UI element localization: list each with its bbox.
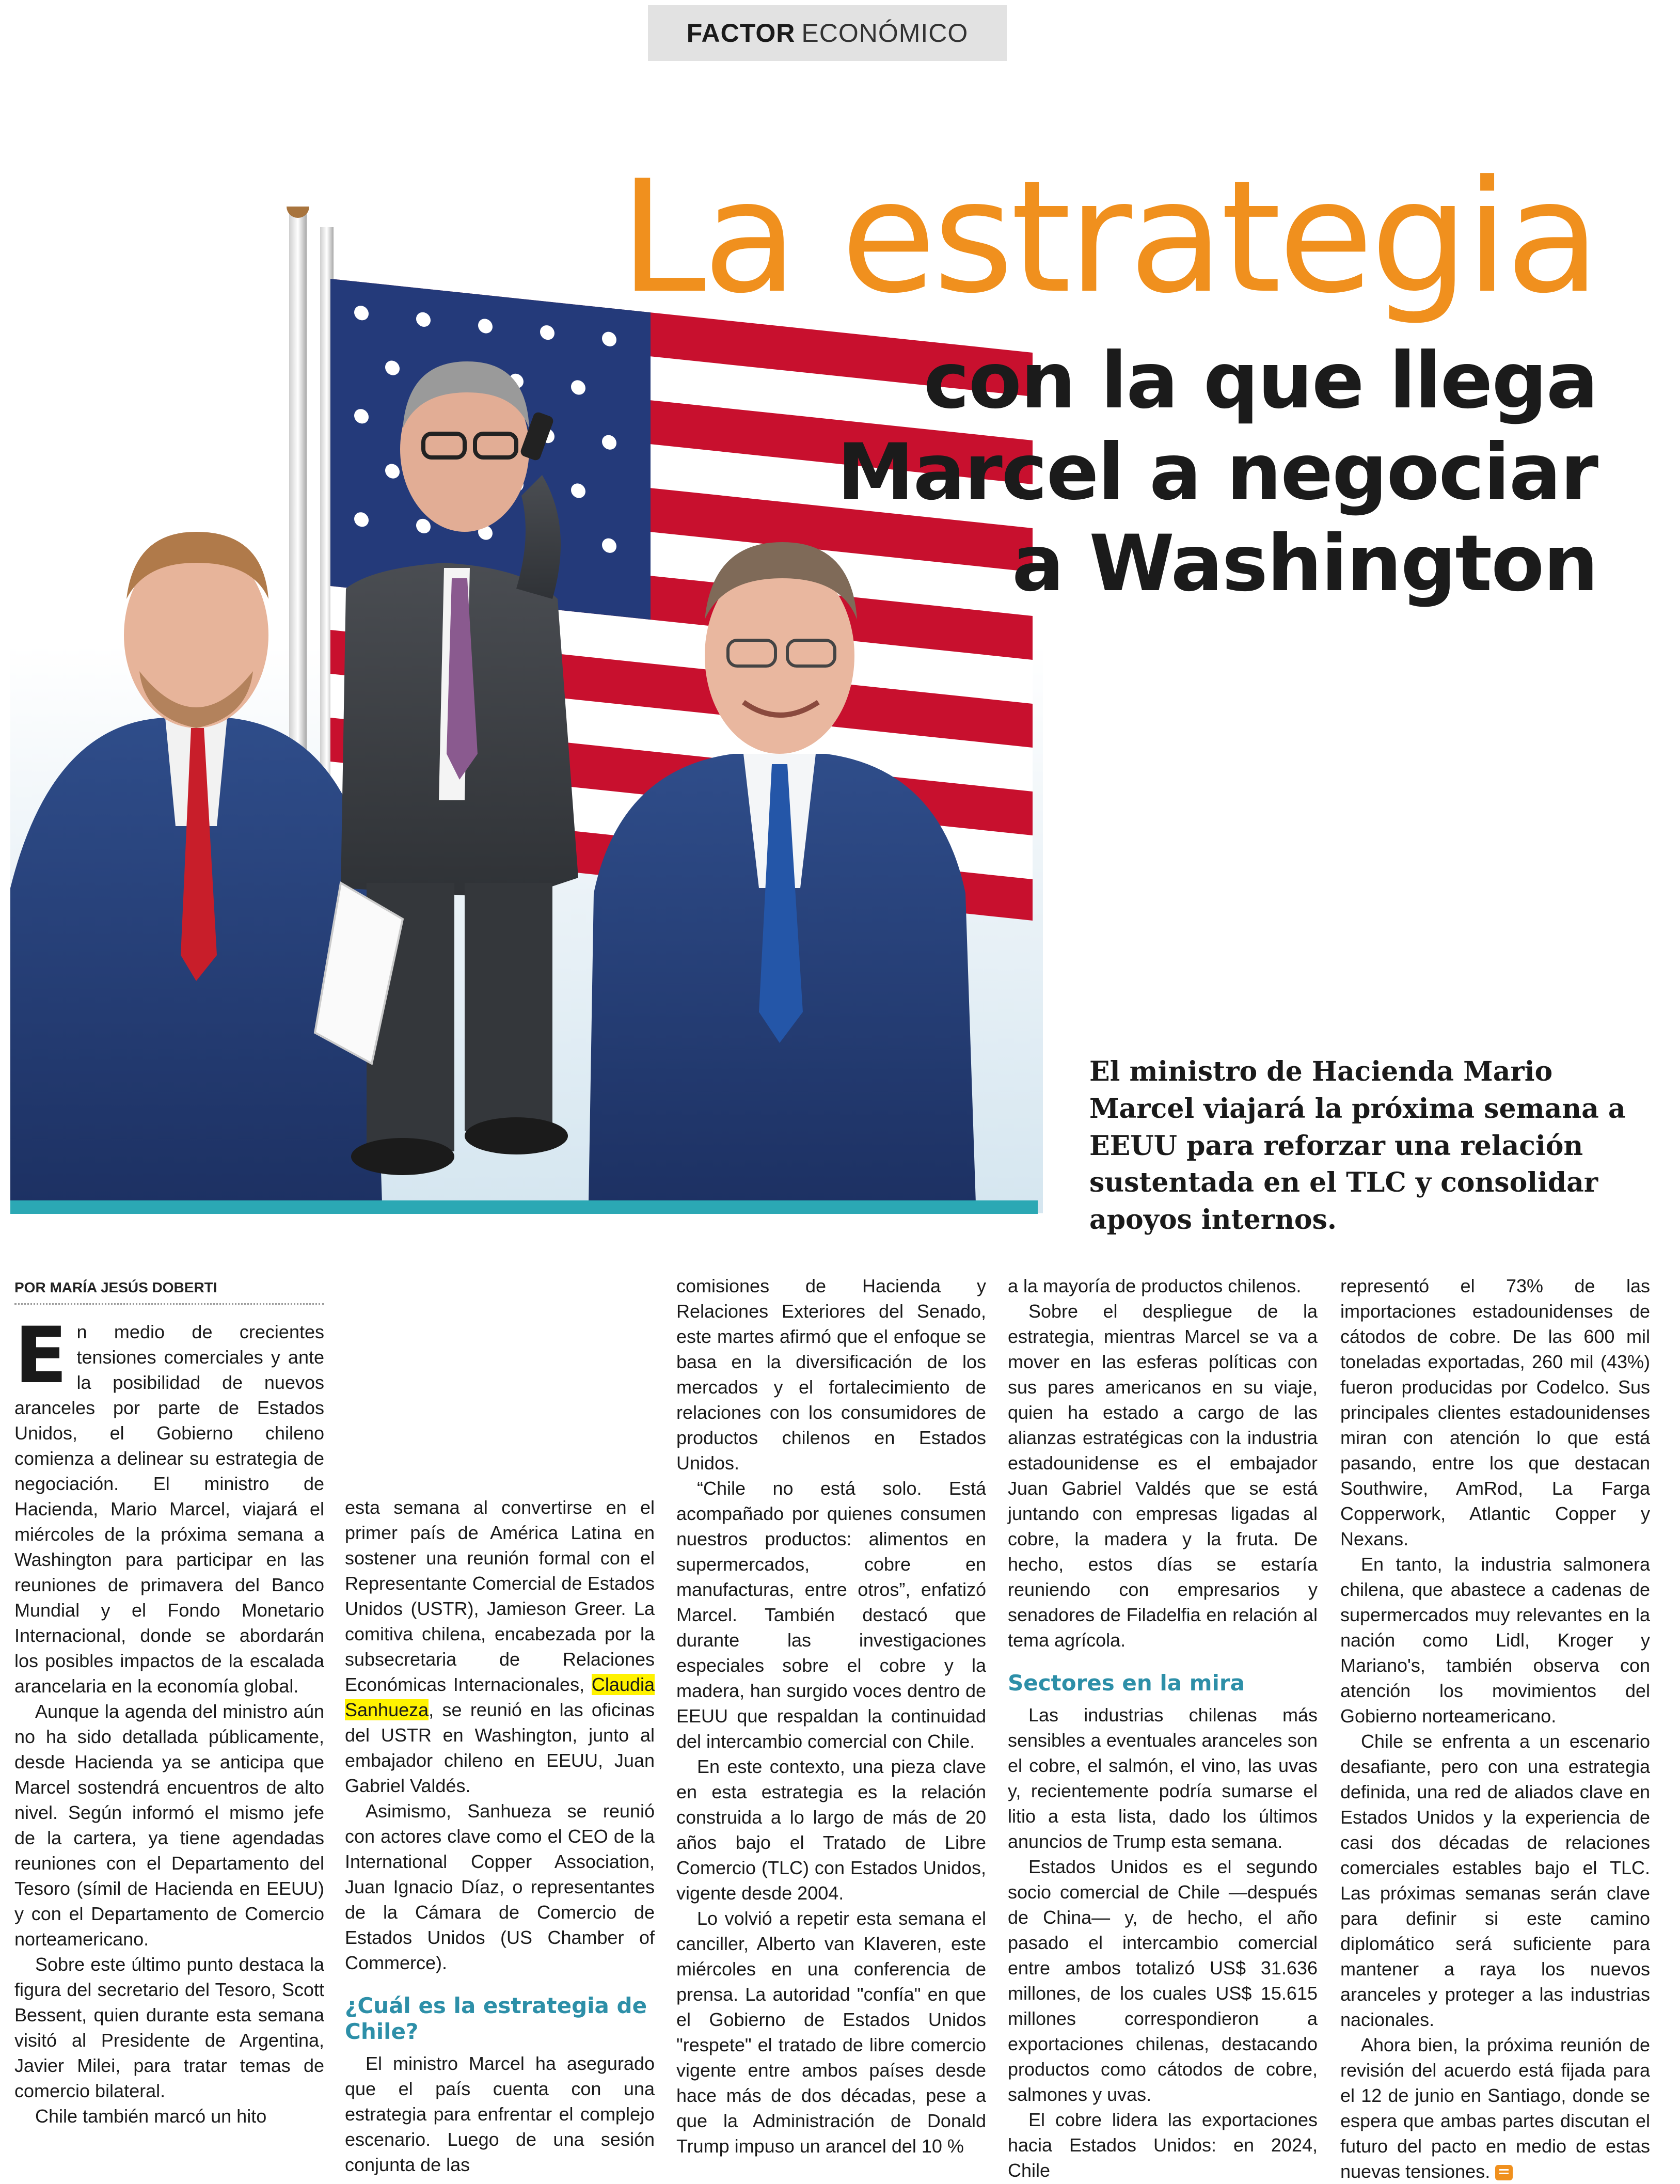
- end-of-article-icon: [1495, 2165, 1513, 2180]
- paragraph: Sobre el despliegue de la estrategia, mientras Marcel se va a mover en las esferas políticas con sus pares americanos en su viaje, quien ha estado a cargo de las alianzas estratégicas con la industria estadounidense es el embajador Juan Gabriel Valdés que se está juntando con empresas ligadas al cobre, la madera y la fruta. De hecho, estos días se estaría reuniendo con empresarios y senadores de Filadelfia en relación al tema agrícola.: [1008, 1301, 1318, 1651]
- headline: [616, 147, 1597, 610]
- column-4: [1008, 1273, 1318, 2183]
- subhead-sectors: Sectores en la mira: [1008, 1670, 1245, 1696]
- byline: POR MARÍA JESÚS DOBERTI: [14, 1279, 324, 1305]
- paragraph: representó el 73% de las importaciones estadounidenses de cátodos de cobre. De las 600 mil toneladas exportadas, 260 mil (43%) fueron producidas por Codelco. Sus principales clientes estadounidenses miran con atención lo que está pasando, entre los que destacan Southwire, AmRod, La Farga Copperwork, Atlantic Copper y Nexans.: [1340, 1275, 1650, 1549]
- section-name-light: ECONÓMICO: [801, 19, 969, 48]
- headline-main: con la que llega Marcel a negociar a Washington: [837, 336, 1597, 609]
- paragraph: Estados Unidos es el segundo socio comercial de Chile —después de China— y, de hecho, el año pasado el intercambio comercial entre ambos totalizó US$ 31.636 millones, de los cuales US$ 15.615 millones correspondieron a exportaciones chilenas, destacando productos como cátodos de cobre, salmones y uvas.: [1008, 1856, 1318, 2105]
- highlighted-name: Claudia Sanhueza: [345, 1674, 655, 1720]
- article-dek: El ministro de Hacienda Mario Marcel viajará la próxima semana a EEUU para reforzar una relación sustentada en el TLC y consolidar apoyos internos.: [1089, 1056, 1626, 1236]
- paragraph: Las industrias chilenas más sensibles a eventuales aranceles son el cobre, el salmón, el vino, las uvas y, recientemente podría sumarse el litio a esta lista, dado los últimos anuncios de Trump esta semana.: [1008, 1704, 1318, 1852]
- paragraph: a la mayoría de productos chilenos.: [1008, 1275, 1302, 1296]
- paragraph: Chile se enfrenta a un escenario desafiante, pero con una estrategia definida, una red de aliados clave en Estados Unidos y la experiencia de casi dos décadas de relaciones comerciales estables bajo el TLC. Las próximas semanas serán clave para definir si este camino diplomático será suficiente para mantener a raya los nuevos aranceles y proteger a las industrias nacionales.: [1340, 1731, 1650, 2030]
- paragraph: Chile también marcó un hito: [35, 2106, 267, 2127]
- paragraph: El ministro Marcel ha asegurado que el país cuenta con una estrategia para enfrentar el complejo escenario. Luego de una sesión conjunta de las: [345, 2053, 655, 2175]
- column-3: [676, 1273, 986, 2159]
- paragraph-text: Ahora bien, la próxima reunión de revisión del acuerdo está fijada para el 12 de junio en Santiago, donde se espera que ambas partes discutan el futuro del pacto en medio de estas nuevas tensiones.: [1340, 2034, 1650, 2182]
- paragraph: “Chile no está solo. Está acompañado por quienes consumen nuestros productos: alimentos en supermercados, cobre en manufacturas, entre otros”, enfatizó Marcel. También destacó que durante las investigaciones especiales sobre el cobre y la madera, han surgido voces dentro de EEUU que respaldan la continuidad del intercambio comercial con Chile.: [676, 1478, 986, 1752]
- paragraph: [1340, 2032, 1650, 2184]
- paragraph: En este contexto, una pieza clave en esta estrategia es la relación construida a lo largo de más de 20 años bajo el Tratado de Libre Comercio (TLC) con Estados Unidos, vigente desde 2004.: [676, 1756, 986, 1904]
- paragraph: comisiones de Hacienda y Relaciones Exteriores del Senado, este martes afirmó que el enfoque se basa en la diversificación de los mercados y el fortalecimiento de relaciones con los consumidores de productos chilenos en Estados Unidos.: [676, 1275, 986, 1474]
- paragraph: [14, 1311, 324, 1699]
- paragraph: Asimismo, Sanhueza se reunió con actores clave como el CEO de la International Copper Association, Juan Ignacio Díaz, o representantes de la Cámara de Comercio de Estados Unidos (US Chamber of Commerce).: [345, 1800, 655, 1973]
- paragraph-text: n medio de crecientes tensiones comerciales y ante la posibilidad de nuevos aranceles por parte de Estados Unidos, el Gobierno chileno comienza a delinear su estrategia de negociación. El ministro de Hacienda, Mario Marcel, viajará el miércoles de la próxima semana a Washington para participar en las reuniones de primavera del Banco Mundial y el Fondo Monetario Internacional, donde se abordarán los posibles impactos de la escalada arancelaria en la economía global.: [14, 1321, 324, 1697]
- column-5: [1340, 1273, 1650, 2184]
- paragraph: El cobre lidera las exportaciones hacia Estados Unidos: en 2024, Chile: [1008, 2109, 1318, 2181]
- headline-accent: La estrategia: [620, 147, 1597, 327]
- column-2: [345, 1495, 655, 2177]
- subhead-strategy: ¿Cuál es la estrategia de Chile?: [345, 1993, 647, 2044]
- paragraph-text: esta semana al convertirse en el primer país de América Latina en sostener una reunión formal con el Representante Comercial de Estados Unidos (USTR), Jamieson Greer. La comitiva chilena, encabezada por la subsecretaria de Relaciones Económicas Internacionales,: [345, 1497, 655, 1695]
- flag-pole-1: [289, 207, 307, 816]
- section-tab: [648, 5, 1007, 61]
- paragraph: Lo volvió a repetir esta semana el canciller, Alberto van Klaveren, este miércoles en una conferencia de prensa. La autoridad "confía" en que el Gobierno de Estados Unidos "respete" el tratado de libre comercio vigente entre ambos países desde hace más de dos décadas, pese a que la Administración de Donald Trump impuso un arancel del 10 %: [676, 1908, 986, 2157]
- section-name-bold: FACTOR: [686, 19, 796, 48]
- paragraph: [345, 1495, 655, 1798]
- paragraph: En tanto, la industria salmonera chilena, que abastece a cadenas de supermercados muy relevantes en la nación como Lidl, Kroger y Mariano's, también observa con atención los movimientos del Gobierno norteamericano.: [1340, 1554, 1650, 1727]
- paragraph: Aunque la agenda del ministro aún no ha sido detallada públicamente, desde Hacienda ya se anticipa que Marcel sostendrá encuentros de alto nivel. Según informó el mismo jefe de la cartera, ya tiene agendadas reuniones con el Departamento del Tesoro (símil de Hacienda en EEUU) y con el Departamento de Comercio norteamericano.: [14, 1701, 324, 1950]
- column-1: [14, 1311, 324, 2129]
- photo-bottom-rule: [10, 1200, 1038, 1214]
- paragraph: Sobre este último punto destaca la figura del secretario del Tesoro, Scott Bessent, quien durante esta semana visitó al Presidente de Argentina, Javier Milei, para tratar temas de comercio bilateral.: [14, 1954, 324, 2101]
- drop-cap: E: [14, 1311, 68, 1401]
- paragraph-text: , se reunió en las oficinas del USTR en Washington, junto al embajador chileno en EEUU, Juan Gabriel Valdés.: [345, 1699, 655, 1796]
